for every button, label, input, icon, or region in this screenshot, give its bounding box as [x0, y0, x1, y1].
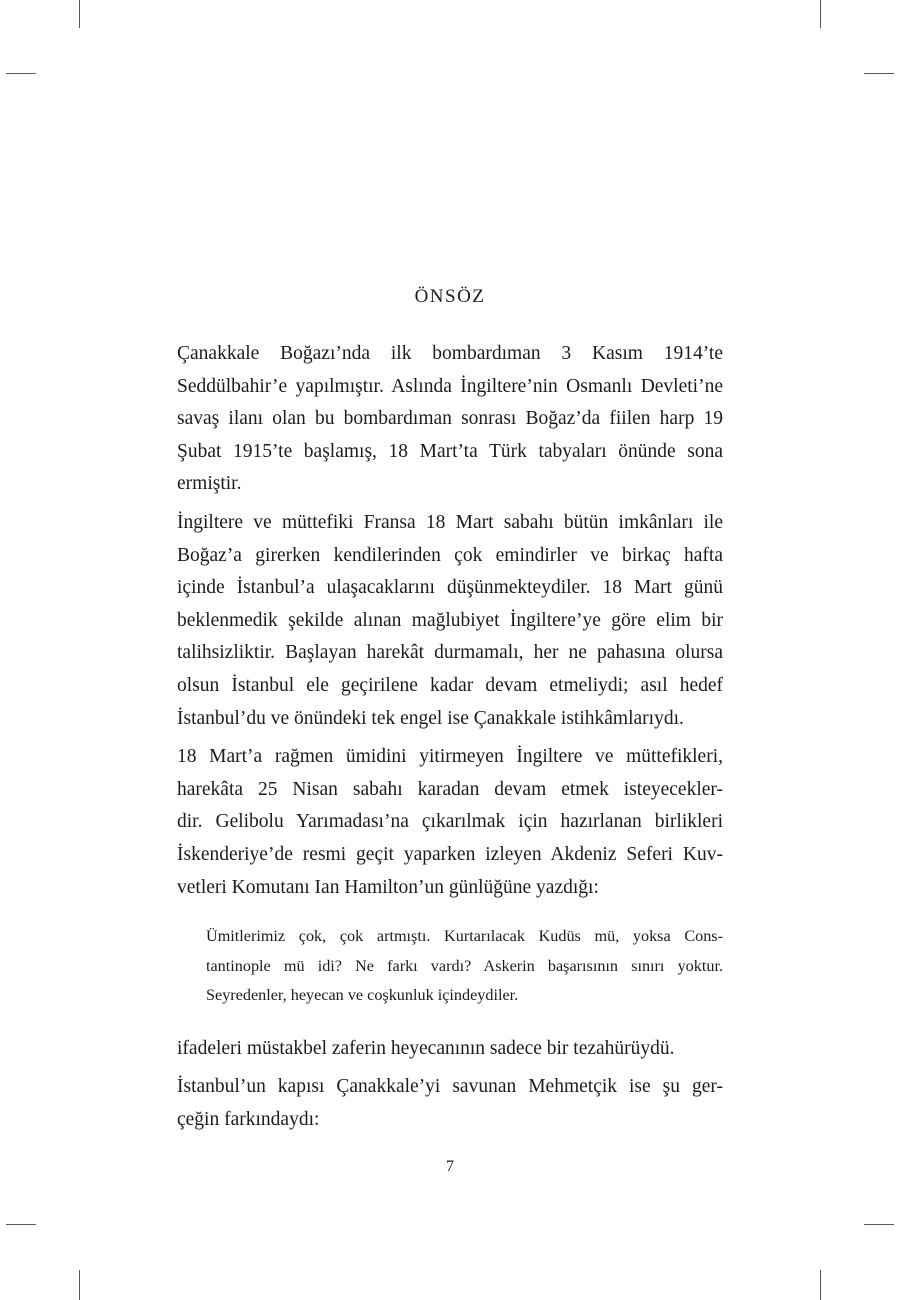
paragraph-line: ifadeleri müstakbel zaferin heyecanının sadece bir tezahürüydü.	[177, 1037, 675, 1059]
paragraph-line: harekâta 25 Nisan sabahı karadan devam etmek isteyecekler-	[177, 778, 723, 800]
paragraph-line: çeğin farkındaydı:	[177, 1108, 320, 1130]
paragraph-line: İstanbul’du ve önündeki tek engel ise Çanakkale istihkâmlarıydı.	[177, 707, 684, 729]
paragraph-line: İstanbul’un kapısı Çanakkale’yi savunan Mehmetçik ise şu ger-	[177, 1076, 723, 1098]
crop-mark-top-left	[79, 0, 80, 28]
paragraph-2	[177, 507, 723, 735]
chapter-heading: ÖNSÖZ	[414, 286, 486, 307]
paragraph-line: savaş ilanı olan bu bombardıman sonrası Boğaz’da fiilen harp 19	[177, 408, 723, 430]
crop-mark-bottom-right	[820, 1270, 821, 1300]
crop-mark-right-top	[864, 73, 894, 74]
quote-line: Ümitlerimiz çok, çok artmıştı. Kurtarılacak Kudüs mü, yoksa Cons-	[206, 927, 723, 946]
paragraph-line: dir. Gelibolu Yarımadası’na çıkarılmak için hazırlanan birlikleri	[177, 811, 723, 833]
paragraph-line: İskenderiye’de resmi geçit yaparken izleyen Akdeniz Seferi Kuv-	[177, 843, 723, 865]
quote-line: Seyredenler, heyecan ve coşkunluk içindeydiler.	[206, 986, 519, 1005]
paragraph-line: vetleri Komutanı Ian Hamilton’un günlüğüne yazdığı:	[177, 876, 599, 898]
crop-mark-left-bottom	[6, 1224, 36, 1225]
paragraph-line: ermiştir.	[177, 473, 242, 495]
crop-mark-bottom-left	[79, 1270, 80, 1300]
paragraph-line: olsun İstanbul ele geçirilene kadar devam etmeliydi; asıl hedef	[177, 674, 723, 696]
paragraph-line: içinde İstanbul’a ulaşacaklarını düşünmekteydiler. 18 Mart günü	[177, 577, 723, 599]
crop-mark-left-top	[6, 73, 36, 74]
paragraph-5	[177, 1071, 723, 1136]
paragraph-3	[177, 741, 723, 904]
paragraph-line: Seddülbahir’e yapılmıştır. Aslında İngiltere’nin Osmanlı Devleti’ne	[177, 375, 723, 397]
paragraph-line: Boğaz’a girerken kendilerinden çok emindirler ve birkaç hafta	[177, 544, 723, 566]
paragraph-line: Çanakkale Boğazı’nda ilk bombardıman 3 Kasım 1914’te	[177, 343, 723, 364]
paragraph-4	[177, 1033, 723, 1066]
paragraph-line: Şubat 1915’te başlamış, 18 Mart’ta Türk tabyaları önünde sona	[177, 440, 723, 462]
page-number: 7	[446, 1158, 454, 1175]
crop-mark-top-right	[820, 0, 821, 28]
paragraph-1	[177, 338, 723, 501]
block-quote	[206, 922, 723, 1011]
paragraph-line: beklenmedik şekilde alınan mağlubiyet İngiltere’ye göre elim bir	[177, 609, 723, 631]
crop-mark-right-bottom	[864, 1224, 894, 1225]
paragraph-line: İngiltere ve müttefiki Fransa 18 Mart sabahı bütün imkânları ile	[177, 511, 723, 533]
quote-line: tantinople mü idi? Ne farkı vardı? Askerin başarısının sınırı yoktur.	[206, 956, 723, 975]
paragraph-line: talihsizliktir. Başlayan harekât durmamalı, her ne pahasına olursa	[177, 642, 723, 664]
paragraph-line: 18 Mart’a rağmen ümidini yitirmeyen İngiltere ve müttefikleri,	[177, 746, 723, 768]
body-text	[177, 338, 723, 1142]
